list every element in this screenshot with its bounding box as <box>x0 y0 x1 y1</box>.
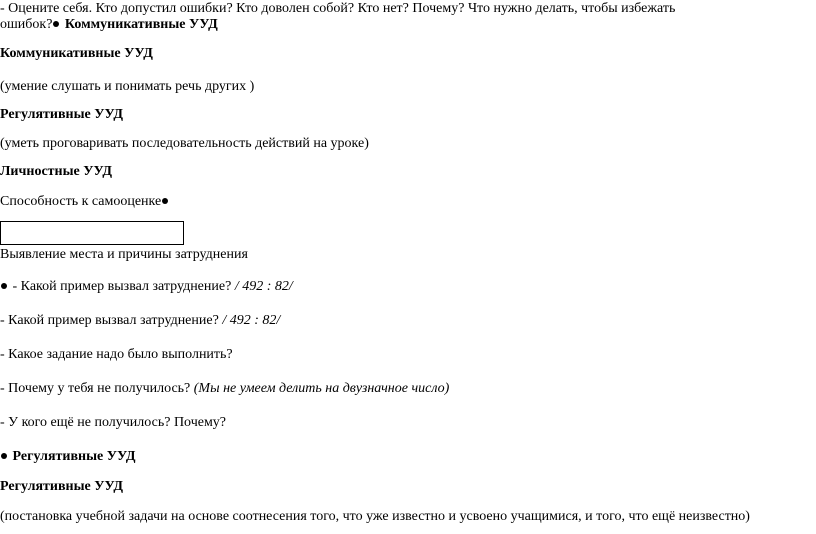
regulative-1-description: (уметь проговаривать последовательность действий на уроке) <box>0 136 369 151</box>
question-2 <box>0 312 280 329</box>
identify-difficulty: Выявление места и причины затруднения <box>0 247 248 262</box>
heading-personal: Личностные УУД <box>0 164 113 179</box>
empty-text-box <box>0 221 184 245</box>
self-assessment-text: Способность к самооценке <box>0 194 162 209</box>
intro-question-line-2 <box>0 16 218 33</box>
communicative-description: (умение слушать и понимать речь других ) <box>0 79 255 94</box>
question-1 <box>0 278 293 295</box>
question-4 <box>0 380 449 397</box>
heading-communicative: Коммуникативные УУД <box>0 46 153 61</box>
heading-regulative-1: Регулятивные УУД <box>0 107 123 122</box>
question-4-answer: (Мы не умеем делить на двузначное число) <box>193 381 450 396</box>
heading-regulative-2 <box>0 448 136 465</box>
question-2-text: - Какой пример вызвал затруднение? <box>0 313 223 328</box>
question-1-text: - Какой пример вызвал затруднение? <box>9 279 235 294</box>
intro-question-line-1: - Оцените себя. Кто допустил ошибки? Кто доволен собой? Кто нет? Почему? Что нужно делать, чтобы избежать <box>0 1 676 16</box>
question-2-example: / 492 : 82/ <box>222 313 281 328</box>
question-5: - У кого ещё не получилось? Почему? <box>0 415 227 430</box>
regulative-3-description: (постановка учебной задачи на основе соотнесения того, что уже известно и усвоено учащимися, и того, что ещё неизвестно) <box>0 509 750 524</box>
personal-description <box>0 193 170 210</box>
bullet-icon <box>53 21 59 27</box>
intro-question-end: ошибок? <box>0 17 53 32</box>
bullet-icon <box>162 198 168 204</box>
bullet-icon <box>1 283 7 289</box>
bullet-icon <box>1 453 7 459</box>
heading-regulative-3: Регулятивные УУД <box>0 479 123 494</box>
question-4-text: - Почему у тебя не получилось? <box>0 381 194 396</box>
question-1-example: / 492 : 82/ <box>234 279 293 294</box>
heading-regulative-2-text: Регулятивные УУД <box>9 449 136 464</box>
inline-heading-communicative: Коммуникативные УУД <box>64 17 218 32</box>
question-3: - Какое задание надо было выполнить? <box>0 347 233 362</box>
